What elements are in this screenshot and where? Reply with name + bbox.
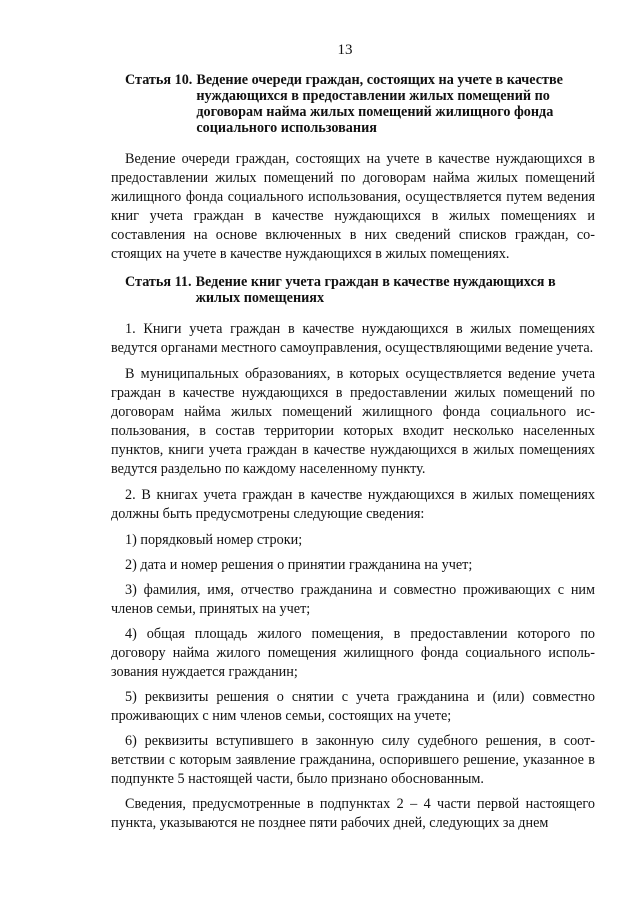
document-body: [111, 72, 595, 840]
list-item-4: 4) общая площадь жилого помещения, в предоставлении которого по договору найма жилого помещения жилищного фонда социального использования нуждается гражданин;: [111, 626, 595, 680]
list-item-3: 3) фамилия, имя, отчество гражданина и совместно проживающих с ним членов семьи, принятых на учет;: [111, 582, 595, 617]
list-item-2: 2) дата и номер решения о принятии гражданина на учет;: [125, 557, 473, 573]
article-11-paragraph-3: 2. В книгах учета граждан в качестве нуждающихся в жилых помещениях должны быть предусмотрены следующие сведения:: [111, 487, 595, 522]
article-11-paragraph-2: В муниципальных образованиях, в которых осуществляется ведение учета граждан в качестве нуждающихся в предоставлении жилых помещений по договорам найма жилых помещений жилищного фонда социального использования, в состав территории которых входит несколько населенных пунктов, книги учета граждан в качестве нуждающихся в жилых помещениях ведутся раздельно по каждому населенному пункту.: [111, 366, 595, 477]
article-10-paragraph: Ведение очереди граждан, состоящих на учете в качестве нуждающихся в предоставлении жилых помещений по договорам найма жилых помещений жилищного фонда социального использования, осуществляется путем ведения книг учета граждан в качестве нуждающихся в жилых помещениях и составления на основе включенных в них сведений списков граждан, состоящих на учете в качестве нуждающихся в жилых помещениях.: [111, 151, 595, 262]
article-11-title: Ведение книг учета граждан в качестве нуждающихся в жилых помещениях: [195, 274, 556, 306]
list-item-5: 5) реквизиты решения о снятии с учета гражданина и (или) совместно проживающих с ним членов семьи, состоящих на учете;: [111, 689, 595, 724]
article-11-paragraph-1: 1. Книги учета граждан в качестве нуждающихся в жилых помещениях ведутся органами местного самоуправления, осуществляющими ведение учета.: [111, 321, 595, 356]
list-item-1: 1) порядковый номер строки;: [125, 532, 303, 548]
article-10-number: Статья 10.: [125, 72, 193, 88]
list-item-6: 6) реквизиты вступившего в законную силу судебного решения, в соответствии с которым заявление гражданина, оспорившего решение, указанное в подпункте 5 настоящей части, было признано обоснованным.: [111, 733, 595, 787]
article-10-title: Ведение очереди граждан, состоящих на учете в качестве нуждающихся в предоставлении жилых помещений по договорам найма жилых помещений жилищного фонда социального использования: [196, 72, 563, 136]
article-11-number: Статья 11.: [125, 274, 192, 290]
article-10-heading: [111, 72, 595, 136]
article-11-heading: [111, 274, 595, 306]
article-11-paragraph-final: Сведения, предусмотренные в подпунктах 2 – 4 части первой настоящего пункта, указываются не позднее пяти рабочих дней, следующих за днем: [111, 796, 595, 831]
page-number: 13: [337, 42, 353, 58]
